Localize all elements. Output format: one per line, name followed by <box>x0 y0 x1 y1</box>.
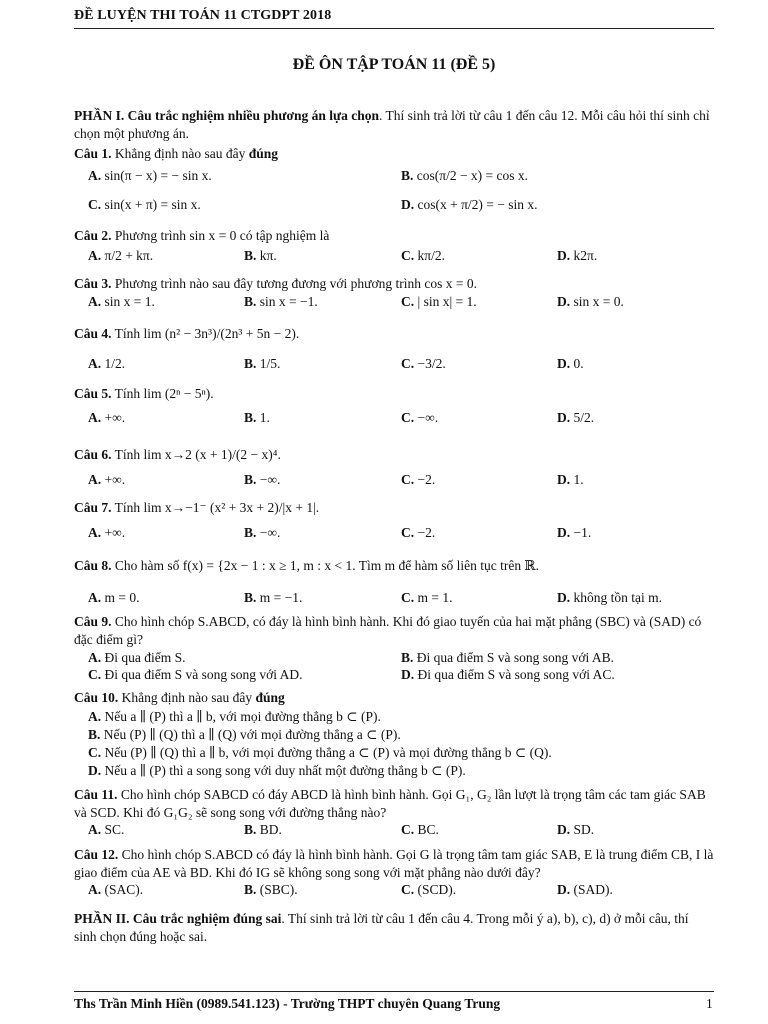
question-4 <box>74 326 714 342</box>
question-5 <box>74 386 714 402</box>
q12-option-c: C. (SCD). <box>401 882 457 897</box>
q10-option-b: B. Nếu (P) ∥ (Q) thì a ∥ (Q) với mọi đường thẳng a ⊂ (P). <box>88 727 401 742</box>
q1-text: Khẳng định nào sau đây <box>114 146 246 161</box>
question-7 <box>74 500 714 516</box>
footer-rule <box>74 991 714 992</box>
q1-option-c: C. sin(x + π) = sin x. <box>88 197 201 212</box>
q12-option-a: A. (SAC). <box>88 882 144 897</box>
q4-label: Câu 4. <box>74 326 112 341</box>
q3-label: Câu 3. <box>74 276 112 291</box>
q4-option-c: C. −3/2. <box>401 356 446 371</box>
q3-option-d: D. sin x = 0. <box>557 294 624 309</box>
q3-option-b: B. sin x = −1. <box>244 294 318 309</box>
question-12 <box>74 846 714 882</box>
q5-option-a: A. +∞. <box>88 410 126 425</box>
q1-label: Câu 1. <box>74 146 112 161</box>
q6-option-c: C. −2. <box>401 472 436 487</box>
q8-label: Câu 8. <box>74 558 112 573</box>
q8-option-a: A. m = 0. <box>88 590 140 605</box>
q10-text: Khẳng định nào sau đây <box>121 690 253 705</box>
q2-label: Câu 2. <box>74 228 112 243</box>
q7-option-b: B. −∞. <box>244 525 281 540</box>
q10-option-d: D. Nếu a ∥ (P) thì a song song với duy nhất một đường thẳng b ⊂ (P). <box>88 763 466 778</box>
q12-text: Cho hình chóp S.ABCD có đáy là hình bình hành. Gọi G là trọng tâm tam giác SAB, E là trung điểm CB, I là giao điểm của AE và BD. Khi đó IG sẽ không song song với mặt phẳng nào dưới đây? <box>74 847 714 880</box>
q1-emphasis: đúng <box>248 146 279 161</box>
page-number: 1 <box>706 996 713 1011</box>
q1-option-a: A. sin(π − x) = − sin x. <box>88 168 212 183</box>
q6-option-b: B. −∞. <box>244 472 281 487</box>
q8-text: Cho hàm số f(x) = {2x − 1 : x ≥ 1, m : x < 1. Tìm m để hàm số liên tục trên ℝ. <box>114 558 540 573</box>
q11-option-c: C. BC. <box>401 822 439 837</box>
q6-option-a: A. +∞. <box>88 472 126 487</box>
question-2 <box>74 228 714 244</box>
q2-option-a: A. π/2 + kπ. <box>88 248 154 263</box>
q11-option-b: B. BD. <box>244 822 282 837</box>
part1-label: PHẦN I. Câu trắc nghiệm nhiều phương án lựa chọn <box>74 108 379 123</box>
q9-option-c: C. Đi qua điểm S và song song với AD. <box>88 667 303 682</box>
question-6 <box>74 447 714 463</box>
page-title: ĐỀ ÔN TẬP TOÁN 11 (ĐỀ 5) <box>292 56 496 73</box>
q2-text: Phương trình sin x = 0 có tập nghiệm là <box>114 228 330 243</box>
q7-option-a: A. +∞. <box>88 525 126 540</box>
q7-option-d: D. −1. <box>557 525 592 540</box>
q8-option-b: B. m = −1. <box>244 590 303 605</box>
q10-label: Câu 10. <box>74 690 119 705</box>
q9-option-d: D. Đi qua điểm S và song song với AC. <box>401 667 615 682</box>
q12-option-b: B. (SBC). <box>244 882 298 897</box>
footer-author: Ths Trần Minh Hiền (0989.541.123) - Trường THPT chuyên Quang Trung <box>74 996 501 1011</box>
q2-option-c: C. kπ/2. <box>401 248 445 263</box>
q5-option-b: B. 1. <box>244 410 270 425</box>
q4-option-d: D. 0. <box>557 356 584 371</box>
header-rule <box>74 28 714 29</box>
q9-option-b: B. Đi qua điểm S và song song với AB. <box>401 650 615 665</box>
q3-option-c: C. | sin x| = 1. <box>401 294 477 309</box>
q3-text: Phương trình nào sau đây tương đương với phương trình cos x = 0. <box>114 276 477 291</box>
q7-label: Câu 7. <box>74 500 112 515</box>
part1-intro <box>74 107 714 143</box>
q9-label: Câu 9. <box>74 614 112 629</box>
q1-option-b: B. cos(π/2 − x) = cos x. <box>401 168 529 183</box>
q5-label: Câu 5. <box>74 386 112 401</box>
q7-option-c: C. −2. <box>401 525 436 540</box>
q11-option-a: A. SC. <box>88 822 125 837</box>
question-1 <box>74 146 714 162</box>
q11-label: Câu 11. <box>74 787 118 802</box>
question-8 <box>74 558 714 574</box>
q9-text: Cho hình chóp S.ABCD, có đáy là hình bình hành. Khi đó giao tuyến của hai mặt phẳng (SBC) và (SAD) có đặc điểm gì? <box>74 614 702 647</box>
question-11 <box>74 786 714 822</box>
q6-option-d: D. 1. <box>557 472 584 487</box>
q3-option-a: A. sin x = 1. <box>88 294 155 309</box>
q4-text: Tính lim (n² − 3n³)/(2n³ + 5n − 2). <box>114 326 300 341</box>
part2-label: PHẦN II. Câu trắc nghiệm đúng sai <box>74 911 282 926</box>
q5-option-c: C. −∞. <box>401 410 439 425</box>
q5-option-d: D. 5/2. <box>557 410 595 425</box>
q9-option-a: A. Đi qua điểm S. <box>88 650 186 665</box>
q4-option-b: B. 1/5. <box>244 356 281 371</box>
q10-emphasis: đúng <box>255 690 285 705</box>
q7-text: Tính lim x→−1⁻ (x² + 3x + 2)/|x + 1|. <box>114 500 320 515</box>
q4-option-a: A. 1/2. <box>88 356 126 371</box>
question-9 <box>74 613 714 649</box>
q8-option-d: D. không tồn tại m. <box>557 590 662 605</box>
q8-option-c: C. m = 1. <box>401 590 453 605</box>
question-10 <box>74 690 714 706</box>
q12-label: Câu 12. <box>74 847 119 862</box>
q5-text: Tính lim (2ⁿ − 5ⁿ). <box>114 386 214 401</box>
q10-option-c: C. Nếu (P) ∥ (Q) thì a ∥ b, với mọi đường thẳng a ⊂ (P) và mọi đường thẳng b ⊂ (Q). <box>88 745 552 760</box>
q6-label: Câu 6. <box>74 447 112 462</box>
q10-option-a: A. Nếu a ∥ (P) thì a ∥ b, với mọi đường thẳng b ⊂ (P). <box>88 709 381 724</box>
q11-text: Cho hình chóp SABCD có đáy ABCD là hình bình hành. Gọi G₁, G₂ lần lượt là trọng tâm các tam giác SAB và SCD. Khi đó G₁G₂ sẽ song song với đường thẳng nào? <box>74 787 706 820</box>
q11-option-d: D. SD. <box>557 822 595 837</box>
part1-text: . Thí sinh trả lời từ câu 1 đến câu 12. Mỗi câu hỏi thí sinh chỉ chọn một phương án. <box>74 108 710 141</box>
part2-intro <box>74 910 714 946</box>
q6-text: Tính lim x→2 (x + 1)/(2 − x)⁴. <box>114 447 281 462</box>
q2-option-d: D. k2π. <box>557 248 598 263</box>
document-page <box>74 0 714 1024</box>
q1-option-d: D. cos(x + π/2) = − sin x. <box>401 197 538 212</box>
running-header: ĐỀ LUYỆN THI TOÁN 11 CTGDPT 2018 <box>74 8 332 23</box>
q2-option-b: B. kπ. <box>244 248 277 263</box>
q12-option-d: D. (SAD). <box>557 882 613 897</box>
part2-text: . Thí sinh trả lời từ câu 1 đến câu 4. Trong mỗi ý a), b), c), d) ở mỗi câu, thí sinh chọn đúng hoặc sai. <box>74 911 689 944</box>
question-3 <box>74 276 714 292</box>
